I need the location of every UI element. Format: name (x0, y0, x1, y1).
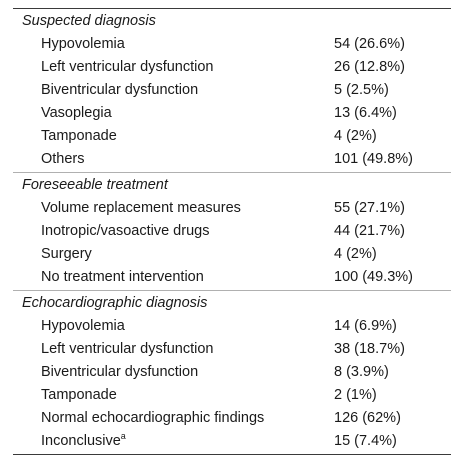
row-label: Biventricular dysfunction (41, 82, 199, 98)
row-label: Surgery (41, 246, 92, 262)
row-value: 13 (6.4%) (334, 105, 397, 121)
row-value: 15 (7.4%) (334, 433, 397, 449)
row-label-text: Inconclusive (41, 433, 121, 449)
footnote-marker: a (120, 431, 126, 442)
row-value: 2 (1%) (334, 387, 377, 403)
row-label: Volume replacement measures (41, 200, 241, 216)
row-value: 4 (2%) (334, 128, 377, 144)
table-row (13, 33, 451, 56)
row-value: 55 (27.1%) (334, 200, 405, 216)
row-label (13, 430, 314, 454)
table-row (13, 148, 451, 172)
row-value: 14 (6.9%) (334, 318, 397, 334)
section-header: Foreseeable treatment (13, 172, 451, 197)
section-header: Echocardiographic diagnosis (13, 290, 451, 315)
row-label: Vasoplegia (41, 105, 112, 121)
section-foreseeable-treatment (13, 172, 451, 290)
row-label: Normal echocardiographic findings (41, 410, 265, 426)
table-row (13, 56, 451, 79)
section-suspected-diagnosis (13, 9, 451, 172)
table-row (13, 102, 451, 125)
row-value: 26 (12.8%) (334, 59, 405, 75)
table-row (13, 197, 451, 220)
row-value: 5 (2.5%) (334, 82, 389, 98)
data-table (13, 8, 451, 455)
table-row (13, 384, 451, 407)
row-label: Hypovolemia (41, 318, 125, 334)
row-value: 4 (2%) (334, 246, 377, 262)
section-echocardiographic-diagnosis (13, 290, 451, 454)
row-value: 54 (26.6%) (334, 36, 405, 52)
row-label: Left ventricular dysfunction (41, 59, 214, 75)
table-row (13, 266, 451, 290)
table-row (13, 125, 451, 148)
row-label: No treatment intervention (41, 269, 204, 285)
row-label: Biventricular dysfunction (41, 364, 199, 380)
table-row (13, 315, 451, 338)
table-row (13, 79, 451, 102)
table-row (13, 338, 451, 361)
table-row (13, 430, 451, 454)
section-header: Suspected diagnosis (22, 13, 156, 29)
table-row (13, 407, 451, 430)
row-label: Left ventricular dysfunction (41, 341, 214, 357)
row-value: 100 (49.3%) (334, 269, 413, 285)
row-label: Hypovolemia (41, 36, 125, 52)
row-label: Tamponade (41, 387, 117, 403)
row-value: 44 (21.7%) (334, 223, 405, 239)
table-row (13, 243, 451, 266)
row-value: 8 (3.9%) (334, 364, 389, 380)
row-label: Inotropic/vasoactive drugs (41, 223, 210, 239)
row-label: Tamponade (41, 128, 117, 144)
table-row (13, 220, 451, 243)
row-value: 101 (49.8%) (334, 151, 413, 167)
row-value: 126 (62%) (334, 410, 401, 426)
row-label: Others (41, 151, 85, 167)
row-value: 38 (18.7%) (334, 341, 405, 357)
table-row (13, 361, 451, 384)
